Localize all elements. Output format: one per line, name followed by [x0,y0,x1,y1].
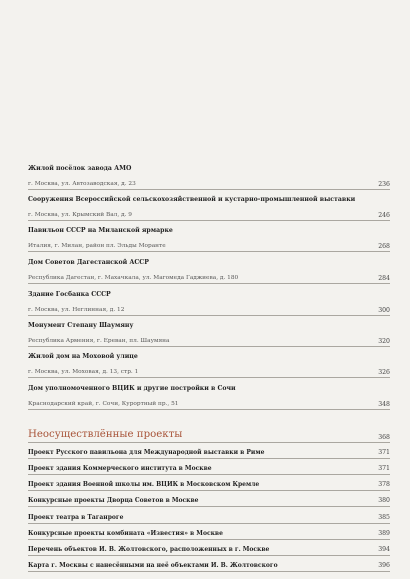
entry-address-row [28,242,390,252]
project-entry [28,494,390,507]
toc-entry [28,322,390,347]
entry-address-row [28,274,390,284]
project-page-number: 371 [378,449,390,456]
entry-address-row [28,400,390,410]
project-title: Проект здания Коммерческого института в Москве [28,465,212,472]
toc-entry [28,196,390,221]
entry-title: Жилой посёлок завода АМО [28,165,132,172]
project-title: Конкурсные проекты Дворца Советов в Москве [28,497,199,504]
section-page-number: 368 [378,434,390,441]
entry-address-row [28,306,390,316]
project-page-number: 394 [378,546,390,553]
entry-page-number: 326 [378,369,390,376]
entry-address: Республика Армения, г. Ереван, пл. Шаумяна [28,338,170,344]
entry-title: Дом уполномоченного ВЦИК и другие постройки в Сочи [28,385,236,392]
section-title: Неосуществлённые проекты [28,429,183,440]
entry-page-number: 246 [378,212,390,219]
entry-title: Дом Советов Дагестанской АССР [28,259,149,266]
entry-page-number: 268 [378,243,390,250]
entry-address-row [28,368,390,378]
entry-address: Италия, г. Милан, район пл. Эльды Моранте [28,243,166,249]
project-title: Карта г. Москвы с нанесёнными на неё объектами И. В. Жолтовского [28,562,278,569]
entry-title: Сооружения Всероссийской сельскохозяйственной и кустарно-промышленной выставки [28,196,356,203]
project-entry [28,446,390,459]
project-entry [28,527,390,540]
project-title: Перечень объектов И. В. Жолтовского, расположенных в г. Москве [28,546,270,553]
entry-title: Жилой дом на Моховой улице [28,353,138,360]
project-entry [28,559,390,572]
entry-address: Краснодарский край, г. Сочи, Курортный пр., 51 [28,401,179,407]
toc-entry [28,165,390,190]
project-entry [28,478,390,491]
toc-entry [28,227,390,252]
entry-title: Здание Госбанка СССР [28,291,111,298]
entry-title: Монумент Степану Шаумяну [28,322,134,329]
project-title: Проект театра в Таганроге [28,514,124,521]
project-entry [28,511,390,524]
entry-address-row [28,180,390,190]
toc-entry [28,353,390,378]
project-entry [28,543,390,556]
project-title: Проект Русского павильона для Международной выставки в Риме [28,449,265,456]
entry-page-number: 236 [378,181,390,188]
project-title: Конкурсные проекты комбината «Известия» в Москве [28,530,223,537]
project-page-number: 396 [378,562,390,569]
project-page-number: 380 [378,497,390,504]
project-page-number: 389 [378,530,390,537]
entry-address: Республика Дагестан, г. Махачкала, ул. Магомеда Гаджиева, д. 180 [28,275,239,281]
project-page-number: 371 [378,465,390,472]
project-title: Проект здания Военной школы им. ВЦИК в Московском Кремле [28,481,260,488]
entry-page-number: 284 [378,275,390,282]
entry-page-number: 300 [378,307,390,314]
entry-address-row [28,211,390,221]
toc-entry [28,385,390,410]
entry-page-number: 348 [378,401,390,408]
project-page-number: 385 [378,514,390,521]
entry-title: Павильон СССР на Миланской ярмарке [28,227,173,234]
entry-address: г. Москва, ул. Автозаводская, д. 23 [28,181,136,187]
section-heading [28,428,390,443]
toc-entry [28,291,390,316]
project-entry [28,462,390,475]
entry-address: г. Москва, ул. Моховая, д. 13, стр. 1 [28,369,139,375]
entry-address: г. Москва, ул. Неглинная, д. 12 [28,307,125,313]
entry-address: г. Москва, ул. Крымский Вал, д. 9 [28,212,132,218]
entry-address-row [28,337,390,347]
toc-entry [28,259,390,284]
project-page-number: 378 [378,481,390,488]
entry-page-number: 320 [378,338,390,345]
